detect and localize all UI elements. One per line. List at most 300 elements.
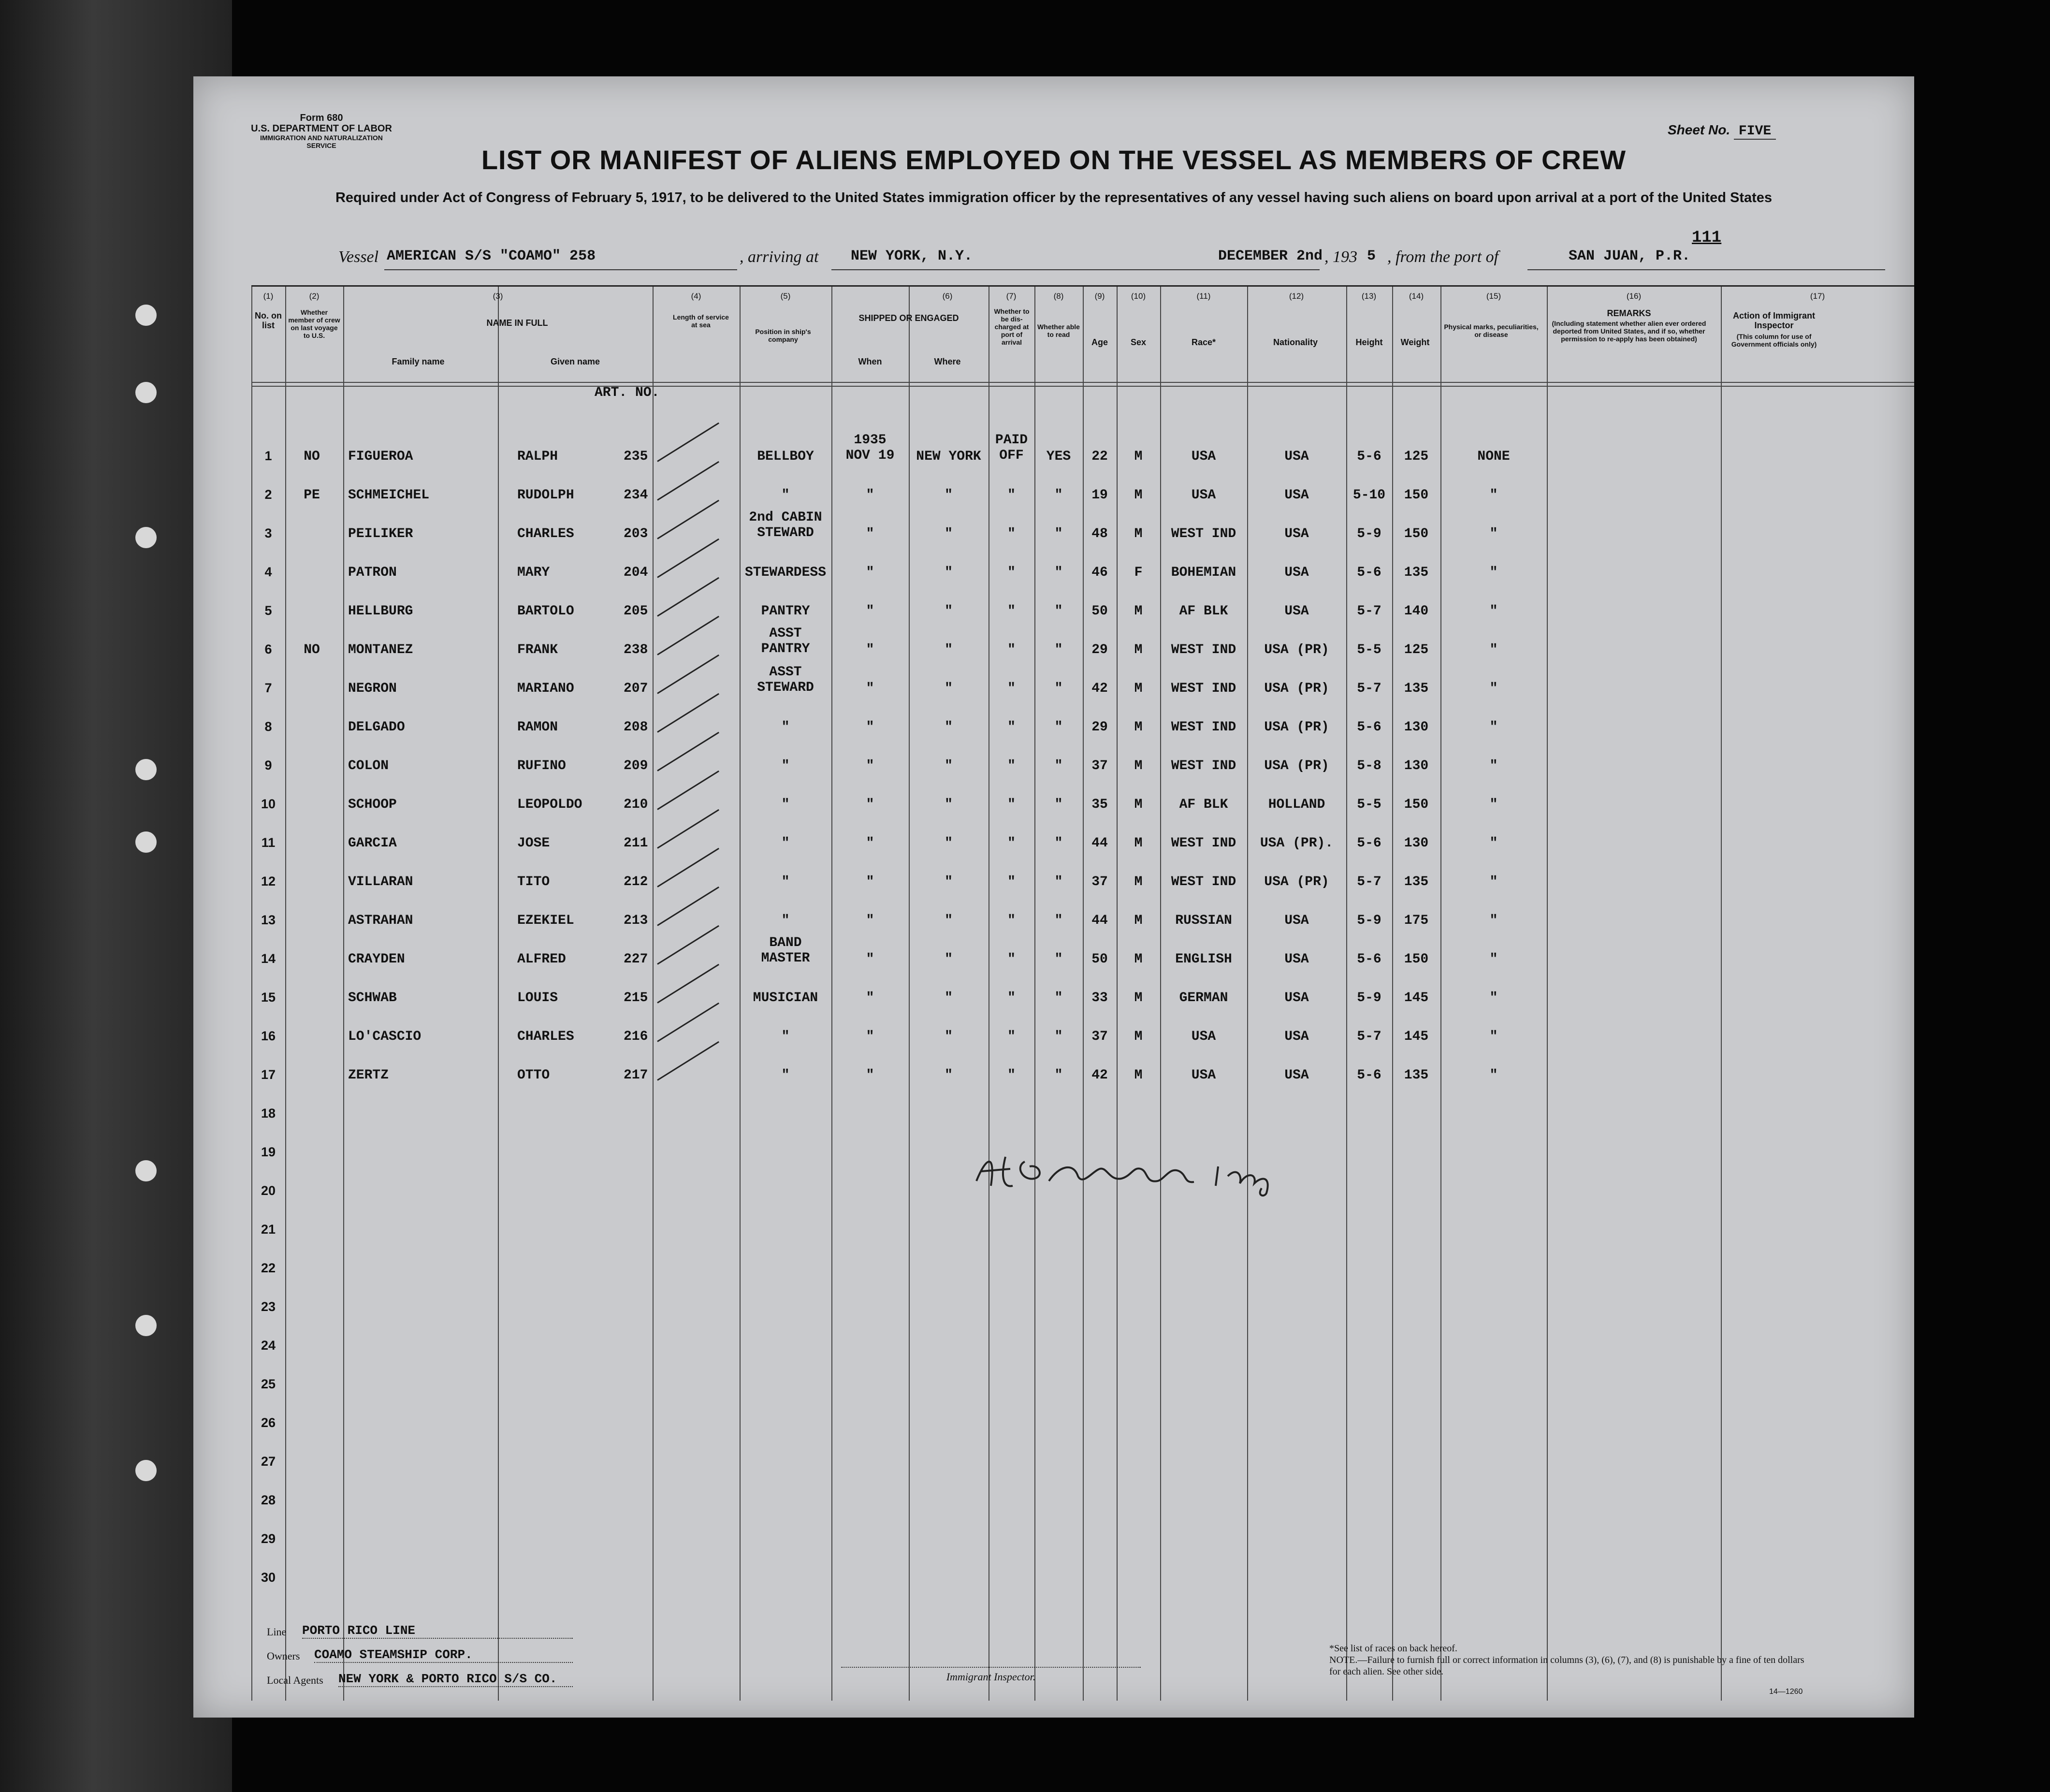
- crew-sex: M: [1134, 720, 1143, 735]
- header-race: Race*: [1191, 337, 1216, 347]
- column-number: (6): [942, 291, 953, 301]
- crew-discharged: ": [1007, 720, 1016, 735]
- row-number: 3: [264, 526, 272, 540]
- crew-article-number: 207: [624, 681, 648, 696]
- crew-given-name: TITO: [517, 874, 550, 889]
- crew-given-name: FRANK: [517, 642, 558, 657]
- crew-sex: M: [1134, 913, 1143, 928]
- crew-height: 5-7: [1357, 681, 1381, 696]
- crew-shipped-when: ": [866, 797, 874, 812]
- row-number: 25: [261, 1377, 276, 1391]
- column-number: (7): [1006, 291, 1017, 301]
- crew-physical-marks: ": [1489, 681, 1498, 696]
- crew-discharged: ": [1007, 991, 1016, 1005]
- crew-discharged: ": [1007, 913, 1016, 928]
- crew-family-name: SCHMEICHEL: [348, 488, 430, 503]
- crew-member-flag: NO: [304, 642, 320, 657]
- crew-age: 48: [1091, 526, 1108, 541]
- crew-family-name: SCHWAB: [348, 991, 397, 1005]
- crew-nationality: USA (PR): [1264, 720, 1329, 735]
- crew-family-name: CRAYDEN: [348, 952, 405, 967]
- crew-physical-marks: ": [1489, 1068, 1498, 1083]
- crew-shipped-when: ": [866, 720, 874, 735]
- crew-shipped-where: ": [945, 836, 953, 851]
- crew-sex: M: [1134, 1068, 1143, 1083]
- crew-discharged: ": [1007, 874, 1016, 889]
- crew-race: USA: [1191, 1068, 1216, 1083]
- crew-discharged: ": [1007, 681, 1016, 696]
- crew-nationality: USA: [1284, 488, 1309, 503]
- column-number: (1): [263, 291, 274, 301]
- row-number: 8: [264, 719, 272, 734]
- column-number: (5): [780, 291, 791, 301]
- row-number: 17: [261, 1067, 276, 1082]
- crew-height: 5-6: [1357, 720, 1381, 735]
- footnote: [1329, 1643, 1813, 1677]
- crew-age: 33: [1091, 991, 1108, 1005]
- crew-article-number: 216: [624, 1029, 648, 1044]
- crew-physical-marks: ": [1489, 604, 1498, 619]
- crew-discharged: ": [1007, 797, 1016, 812]
- crew-weight: 150: [1404, 526, 1429, 541]
- crew-physical-marks: ": [1489, 526, 1498, 541]
- arriving-value: NEW YORK, N.Y.: [851, 248, 973, 264]
- crew-age: 44: [1091, 836, 1108, 851]
- crew-article-number: 227: [624, 952, 648, 967]
- crew-discharged: ": [1007, 642, 1016, 657]
- year-value: 5: [1367, 248, 1376, 264]
- column-number: (11): [1196, 291, 1211, 301]
- crew-article-number: 204: [624, 565, 648, 580]
- crew-weight: 175: [1404, 913, 1429, 928]
- binder-hole: [135, 1315, 157, 1336]
- crew-sex: M: [1134, 952, 1143, 967]
- owners-value: COAMO STEAMSHIP CORP.: [314, 1647, 573, 1663]
- crew-family-name: ASTRAHAN: [348, 913, 413, 928]
- crew-position: MASTER: [761, 951, 810, 966]
- crew-position: STEWARD: [757, 525, 814, 540]
- crew-height: 5-6: [1357, 1068, 1381, 1083]
- crew-age: 37: [1091, 1029, 1108, 1044]
- crew-weight: 130: [1404, 836, 1429, 851]
- crew-weight: 150: [1404, 488, 1429, 503]
- column-number: (14): [1409, 291, 1424, 301]
- vessel-label: Vessel: [338, 248, 379, 266]
- crew-height: 5-9: [1357, 913, 1381, 928]
- grid-column-line: [1721, 287, 1722, 1701]
- crew-race: WEST IND: [1171, 720, 1236, 735]
- header-where: Where: [934, 357, 961, 366]
- crew-nationality: USA: [1284, 952, 1309, 967]
- header-length-service: Length of service at sea: [673, 313, 729, 329]
- column-number: (12): [1289, 291, 1304, 301]
- crew-physical-marks: ": [1489, 991, 1498, 1005]
- crew-given-name: CHARLES: [517, 1029, 574, 1044]
- crew-given-name: CHARLES: [517, 526, 574, 541]
- crew-shipped-where: ": [945, 913, 953, 928]
- crew-race: USA: [1191, 1029, 1216, 1044]
- row-number: 6: [264, 642, 272, 656]
- crew-position: ": [781, 874, 790, 889]
- row-number: 18: [261, 1106, 276, 1121]
- crew-shipped-when: ": [866, 836, 874, 851]
- column-number: (4): [691, 291, 701, 301]
- from-port-label: , from the port of: [1387, 248, 1499, 266]
- crew-nationality: USA (PR): [1264, 874, 1329, 889]
- row-number: 11: [261, 835, 276, 850]
- crew-article-number: 238: [624, 642, 648, 657]
- header-physical: Physical marks, peculiarities, or disease: [1444, 323, 1539, 338]
- crew-age: 50: [1091, 952, 1108, 967]
- crew-given-name: EZEKIEL: [517, 913, 574, 928]
- crew-discharged: ": [1007, 604, 1016, 619]
- crew-discharged: ": [1007, 758, 1016, 773]
- crew-race: GERMAN: [1179, 991, 1228, 1005]
- crew-shipped-where: ": [945, 720, 953, 735]
- crew-nationality: USA: [1284, 1068, 1309, 1083]
- row-number: 10: [261, 797, 276, 811]
- crew-nationality: USA: [1284, 991, 1309, 1005]
- crew-sex: M: [1134, 836, 1143, 851]
- races-note: *See list of races on back hereof.: [1329, 1643, 1457, 1654]
- fine-note: NOTE.—Failure to furnish full or correct information in columns (3), (6), (7), and (8) is punishable by a fine of ten dollars for each alien. See other side.: [1329, 1655, 1804, 1677]
- document-title: LIST OR MANIFEST OF ALIENS EMPLOYED ON THE VESSEL AS MEMBERS OF CREW: [481, 145, 1627, 175]
- crew-position: ASST: [769, 626, 802, 641]
- crew-family-name: COLON: [348, 758, 389, 773]
- crew-member-flag: NO: [304, 449, 320, 464]
- crew-age: 46: [1091, 565, 1108, 580]
- crew-physical-marks: ": [1489, 565, 1498, 580]
- crew-shipped-when: ": [866, 1068, 874, 1083]
- crew-nationality: USA (PR).: [1260, 836, 1334, 851]
- row-number: 23: [261, 1299, 276, 1314]
- crew-shipped-when: ": [866, 1029, 874, 1044]
- row-number: 15: [261, 990, 276, 1005]
- from-port-value: SAN JUAN, P.R.: [1569, 248, 1691, 264]
- crew-race: WEST IND: [1171, 836, 1236, 851]
- crew-able-to-read: ": [1054, 488, 1063, 503]
- crew-physical-marks: ": [1489, 488, 1498, 503]
- binder-hole: [135, 1160, 157, 1181]
- column-number: (2): [309, 291, 320, 301]
- header-rule: [251, 386, 1914, 387]
- crew-discharged: ": [1007, 526, 1016, 541]
- crew-given-name: RALPH: [517, 449, 558, 464]
- crew-shipped-where: NEW YORK: [916, 449, 981, 464]
- header-whether-member: Whether member of crew on last voyage to U.S.: [288, 308, 340, 339]
- header-shipped: SHIPPED OR ENGAGED: [858, 313, 959, 323]
- crew-shipped-when: ": [866, 991, 874, 1005]
- crew-weight: 140: [1404, 604, 1429, 619]
- crew-article-number: 213: [624, 913, 648, 928]
- agents-label: Local Agents: [267, 1674, 323, 1686]
- crew-nationality: USA (PR): [1264, 681, 1329, 696]
- crew-age: 29: [1091, 720, 1108, 735]
- header-action-note: (This column for use of Government officials only): [1731, 333, 1817, 348]
- crew-discharged: ": [1007, 1029, 1016, 1044]
- crew-nationality: USA (PR): [1264, 642, 1329, 657]
- header-position: Position in ship's company: [755, 328, 811, 343]
- arrival-date: DECEMBER 2nd: [1218, 248, 1323, 264]
- row-number: 30: [261, 1570, 276, 1585]
- row-number: 14: [261, 951, 276, 966]
- crew-race: USA: [1191, 449, 1216, 464]
- crew-given-name: RUDOLPH: [517, 488, 574, 503]
- crew-position: BAND: [769, 935, 802, 950]
- crew-height: 5-7: [1357, 874, 1381, 889]
- crew-shipped-where: ": [945, 952, 953, 967]
- crew-able-to-read: ": [1054, 720, 1063, 735]
- crew-shipped-when: ": [866, 681, 874, 696]
- crew-able-to-read: ": [1054, 565, 1063, 580]
- crew-family-name: HELLBURG: [348, 604, 413, 619]
- crew-height: 5-7: [1357, 604, 1381, 619]
- crew-age: 50: [1091, 604, 1108, 619]
- crew-able-to-read: ": [1054, 1029, 1063, 1044]
- vessel-line: [338, 248, 1885, 272]
- grid-column-line: [343, 287, 344, 1701]
- crew-discharged: ": [1007, 1068, 1016, 1083]
- crew-member-flag: PE: [304, 488, 320, 503]
- crew-shipped-when: ": [866, 565, 874, 580]
- form-code: 14—1260: [1769, 1688, 1803, 1696]
- crew-race: WEST IND: [1171, 758, 1236, 773]
- binder-hole: [135, 759, 157, 780]
- sheet-number-value: FIVE: [1734, 124, 1776, 140]
- header-name-in-full: NAME IN FULL: [486, 318, 548, 328]
- crew-discharged: ": [1007, 836, 1016, 851]
- crew-age: 19: [1091, 488, 1108, 503]
- crew-position: STEWARD: [757, 680, 814, 695]
- crew-shipped-where: ": [945, 681, 953, 696]
- crew-nationality: USA: [1284, 565, 1309, 580]
- sheet-number: [1668, 122, 1776, 139]
- crew-position: PANTRY: [761, 604, 810, 619]
- crew-position: MUSICIAN: [753, 991, 818, 1005]
- crew-nationality: USA (PR): [1264, 758, 1329, 773]
- grid-column-line: [653, 287, 654, 1701]
- crew-given-name: JOSE: [517, 836, 550, 851]
- column-number: (16): [1626, 291, 1642, 301]
- crew-physical-marks: ": [1489, 874, 1498, 889]
- owners-label: Owners: [267, 1650, 300, 1662]
- header-able-read: Whether able to read: [1037, 323, 1080, 338]
- header-remarks-note: (Including statement whether alien ever ordered deported from United States, and if so, whether permission to re-apply has been obtained): [1552, 320, 1706, 343]
- crew-family-name: GARCIA: [348, 836, 397, 851]
- crew-weight: 135: [1404, 681, 1429, 696]
- crew-position: BELLBOY: [757, 449, 814, 464]
- crew-family-name: MONTANEZ: [348, 642, 413, 657]
- crew-discharged: PAID: [995, 433, 1028, 448]
- crew-article-number: 217: [624, 1068, 648, 1083]
- crew-position: ": [781, 488, 790, 503]
- crew-article-number: 210: [624, 797, 648, 812]
- crew-shipped-where: ": [945, 797, 953, 812]
- binder-hole: [135, 527, 157, 548]
- crew-sex: M: [1134, 1029, 1143, 1044]
- crew-shipped-where: ": [945, 874, 953, 889]
- binder-hole: [135, 1460, 157, 1481]
- crew-nationality: USA: [1284, 913, 1309, 928]
- crew-shipped-where: ": [945, 758, 953, 773]
- row-number: 22: [261, 1261, 276, 1275]
- row-number: 27: [261, 1454, 276, 1469]
- row-number: 26: [261, 1415, 276, 1430]
- crew-article-number: 235: [624, 449, 648, 464]
- crew-position: ": [781, 758, 790, 773]
- line-value: PORTO RICO LINE: [302, 1623, 573, 1639]
- crew-given-name: LOUIS: [517, 991, 558, 1005]
- crew-race: AF BLK: [1179, 797, 1228, 812]
- crew-physical-marks: ": [1489, 1029, 1498, 1044]
- crew-position: 2nd CABIN: [749, 510, 822, 525]
- crew-age: 37: [1091, 758, 1108, 773]
- crew-age: 42: [1091, 681, 1108, 696]
- crew-weight: 145: [1404, 1029, 1429, 1044]
- row-number: 29: [261, 1531, 276, 1546]
- crew-height: 5-8: [1357, 758, 1381, 773]
- crew-shipped-when: NOV 19: [845, 448, 895, 463]
- service-name: IMMIGRATION AND NATURALIZATION SERVICE: [260, 134, 383, 149]
- form-number: Form 680: [300, 113, 343, 123]
- crew-nationality: USA: [1284, 1029, 1309, 1044]
- crew-shipped-when: ": [866, 642, 874, 657]
- crew-weight: 130: [1404, 720, 1429, 735]
- crew-shipped-when: ": [866, 874, 874, 889]
- row-number: 4: [264, 565, 272, 579]
- crew-article-number: 208: [624, 720, 648, 735]
- vessel-value: AMERICAN S/S "COAMO" 258: [387, 248, 596, 264]
- crew-shipped-where: ": [945, 642, 953, 657]
- header-discharged: Whether to be dis- charged at port of arrival: [994, 307, 1030, 346]
- crew-given-name: BARTOLO: [517, 604, 574, 619]
- crew-age: 22: [1091, 449, 1108, 464]
- crew-family-name: NEGRON: [348, 681, 397, 696]
- crew-article-number: 212: [624, 874, 648, 889]
- manifest-sheet: [193, 76, 1914, 1718]
- crew-position: PANTRY: [761, 641, 810, 656]
- crew-shipped-when: ": [866, 952, 874, 967]
- crew-shipped-where: ": [945, 1068, 953, 1083]
- crew-article-number: 215: [624, 991, 648, 1005]
- crew-family-name: ZERTZ: [348, 1068, 389, 1083]
- binder-hole: [135, 831, 157, 853]
- column-number: (13): [1361, 291, 1377, 301]
- crew-sex: M: [1134, 874, 1143, 889]
- header-remarks: REMARKS: [1607, 308, 1651, 318]
- crew-family-name: PEILIKER: [348, 526, 413, 541]
- crew-position: ": [781, 1029, 790, 1044]
- crew-article-number: 209: [624, 758, 648, 773]
- crew-article-number: 203: [624, 526, 648, 541]
- crew-weight: 135: [1404, 874, 1429, 889]
- crew-able-to-read: ": [1054, 526, 1063, 541]
- crew-height: 5-9: [1357, 526, 1381, 541]
- crew-sex: M: [1134, 758, 1143, 773]
- crew-weight: 150: [1404, 952, 1429, 967]
- crew-family-name: VILLARAN: [348, 874, 413, 889]
- row-number: 13: [261, 913, 276, 927]
- crew-height: 5-10: [1352, 488, 1386, 503]
- crew-position: ": [781, 797, 790, 812]
- row-number: 24: [261, 1338, 276, 1353]
- crew-given-name: MARY: [517, 565, 550, 580]
- header-age: Age: [1091, 337, 1108, 347]
- agents-value: NEW YORK & PORTO RICO S/S CO.: [338, 1672, 573, 1687]
- crew-position: ASST: [769, 665, 802, 680]
- row-number: 21: [261, 1222, 276, 1237]
- crew-able-to-read: ": [1054, 991, 1063, 1005]
- sheet-number-label: Sheet No.: [1668, 122, 1730, 137]
- crew-position: ": [781, 1068, 790, 1083]
- crew-height: 5-5: [1357, 797, 1381, 812]
- crew-given-name: ALFRED: [517, 952, 566, 967]
- crew-age: 35: [1091, 797, 1108, 812]
- crew-sex: F: [1134, 565, 1143, 580]
- row-number: 5: [264, 603, 272, 618]
- crew-able-to-read: ": [1054, 797, 1063, 812]
- crew-nationality: USA: [1284, 449, 1309, 464]
- crew-shipped-when: ": [866, 526, 874, 541]
- crew-family-name: FIGUEROA: [348, 449, 413, 464]
- department-name: U.S. DEPARTMENT OF LABOR: [251, 123, 392, 134]
- crew-family-name: LO'CASCIO: [348, 1029, 422, 1044]
- column-number: (3): [493, 291, 503, 301]
- crew-nationality: USA: [1284, 526, 1309, 541]
- crew-sex: M: [1134, 797, 1143, 812]
- crew-shipped-where: ": [945, 991, 953, 1005]
- column-number: (8): [1053, 291, 1064, 301]
- crew-weight: 125: [1404, 449, 1429, 464]
- header-given-name: Given name: [550, 357, 600, 366]
- crew-shipped-where: ": [945, 565, 953, 580]
- crew-weight: 125: [1404, 642, 1429, 657]
- crew-given-name: LEOPOLDO: [517, 797, 582, 812]
- crew-shipped-where: ": [945, 604, 953, 619]
- crew-able-to-read: ": [1054, 604, 1063, 619]
- crew-race: BOHEMIAN: [1171, 565, 1236, 580]
- column-number: (17): [1810, 291, 1825, 301]
- row-number: 2: [264, 487, 272, 502]
- crew-able-to-read: ": [1054, 913, 1063, 928]
- art-no-label: ART. NO.: [595, 385, 660, 400]
- crew-race: RUSSIAN: [1175, 913, 1232, 928]
- crew-race: USA: [1191, 488, 1216, 503]
- crew-shipped-when: ": [866, 488, 874, 503]
- crew-height: 5-6: [1357, 565, 1381, 580]
- crew-physical-marks: ": [1489, 642, 1498, 657]
- row-number: 1: [264, 449, 272, 463]
- crew-given-name: RAMON: [517, 720, 558, 735]
- crew-article-number: 205: [624, 604, 648, 619]
- crew-position: STEWARDESS: [744, 565, 827, 580]
- crew-nationality: USA: [1284, 604, 1309, 619]
- crew-height: 5-6: [1357, 952, 1381, 967]
- crew-sex: M: [1134, 449, 1143, 464]
- crew-given-name: OTTO: [517, 1068, 550, 1083]
- line-label: Line: [267, 1626, 287, 1638]
- arriving-label: , arriving at: [740, 248, 819, 266]
- row-number: 12: [261, 874, 276, 889]
- crew-discharged: ": [1007, 565, 1016, 580]
- crew-age: 37: [1091, 874, 1108, 889]
- crew-weight: 135: [1404, 565, 1429, 580]
- crew-family-name: PATRON: [348, 565, 397, 580]
- crew-position: ": [781, 836, 790, 851]
- crew-age: 44: [1091, 913, 1108, 928]
- crew-position: ": [781, 720, 790, 735]
- crew-race: WEST IND: [1171, 526, 1236, 541]
